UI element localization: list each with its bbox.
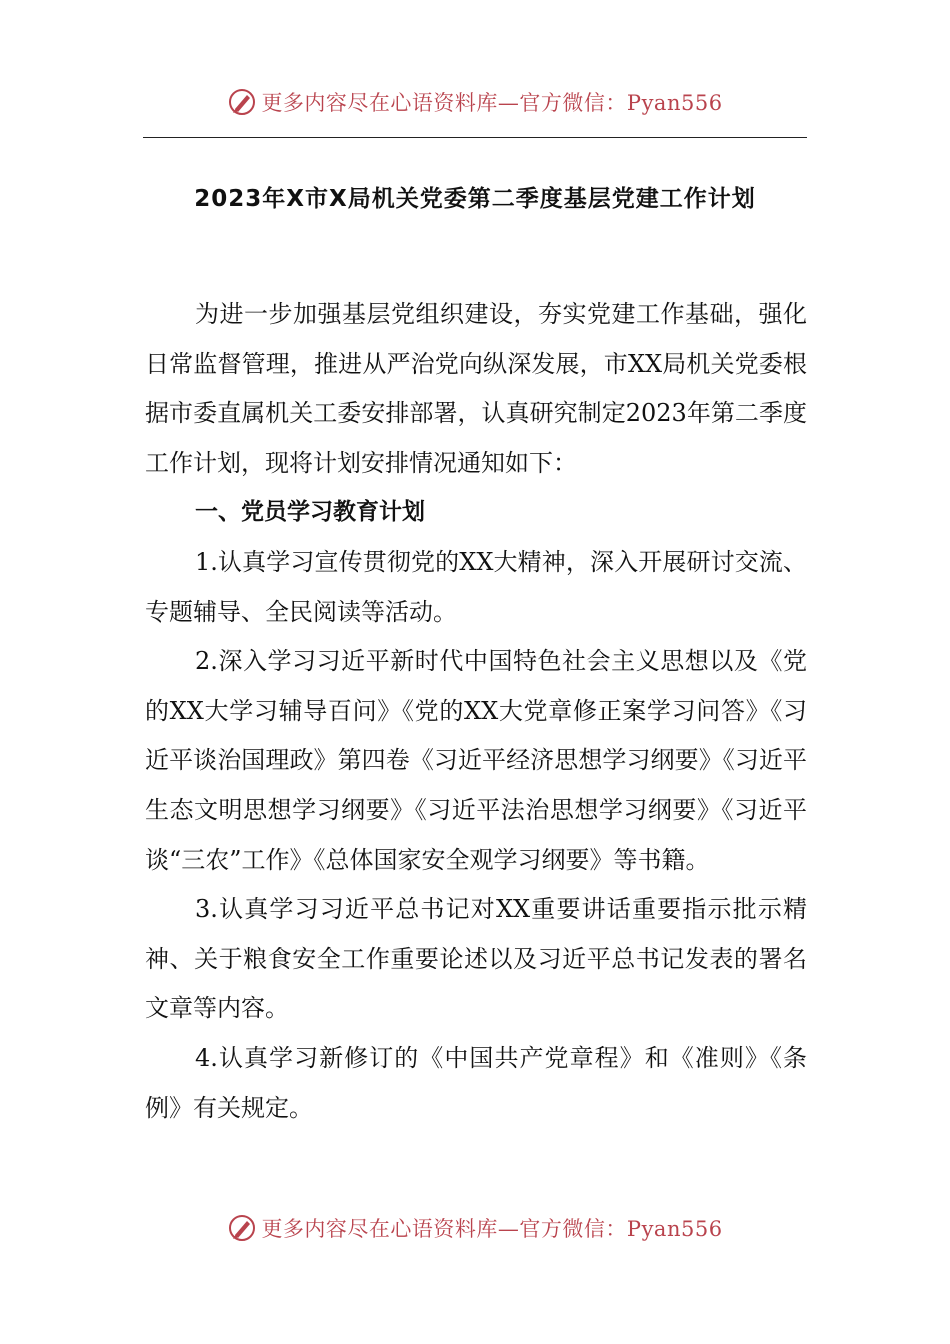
header-divider xyxy=(143,137,807,138)
pen-logo-icon xyxy=(227,87,257,117)
list-item: 4.认真学习新修订的《中国共产党章程》和《准则》《条例》有关规定。 xyxy=(145,1043,807,1122)
header-banner-text: 更多内容尽在心语资料库—官方微信：Pyan556 xyxy=(261,91,723,115)
list-item: 2.深入学习习近平新时代中国特色社会主义思想以及《党的XX大学习辅导百问》《党的XX大党章修正案学习问答》《习近平谈治国理政》第四卷《习近平经济思想学习纲要》《习近平生态文明思想学习纲要》《习近平法治思想学习纲要》《习近平谈“三农”工作》《总体国家安全观学习纲要》等书籍。 xyxy=(145,647,807,874)
document-body xyxy=(145,290,807,1133)
footer-banner xyxy=(0,1208,950,1248)
pen-logo-icon xyxy=(227,1213,257,1243)
section-heading: 一、党员学习教育计划 xyxy=(195,499,425,526)
list-item: 1.认真学习宣传贯彻党的XX大精神，深入开展研讨交流、专题辅导、全民阅读等活动。 xyxy=(145,547,807,626)
list-item: 3.认真学习习近平总书记对XX重要讲话重要指示批示精神、关于粮食安全工作重要论述以及习近平总书记发表的署名文章等内容。 xyxy=(145,895,807,1023)
header-banner xyxy=(0,82,950,122)
document-title: 2023年X市X局机关党委第二季度基层党建工作计划 xyxy=(194,186,756,212)
intro-paragraph: 为进一步加强基层党组织建设，夯实党建工作基础，强化日常监督管理，推进从严治党向纵深发展，市XX局机关党委根据市委直属机关工委安排部署，认真研究制定2023年第二季度工作计划，现将计划安排情况通知如下： xyxy=(145,300,807,477)
footer-banner-text: 更多内容尽在心语资料库—官方微信：Pyan556 xyxy=(261,1217,723,1241)
